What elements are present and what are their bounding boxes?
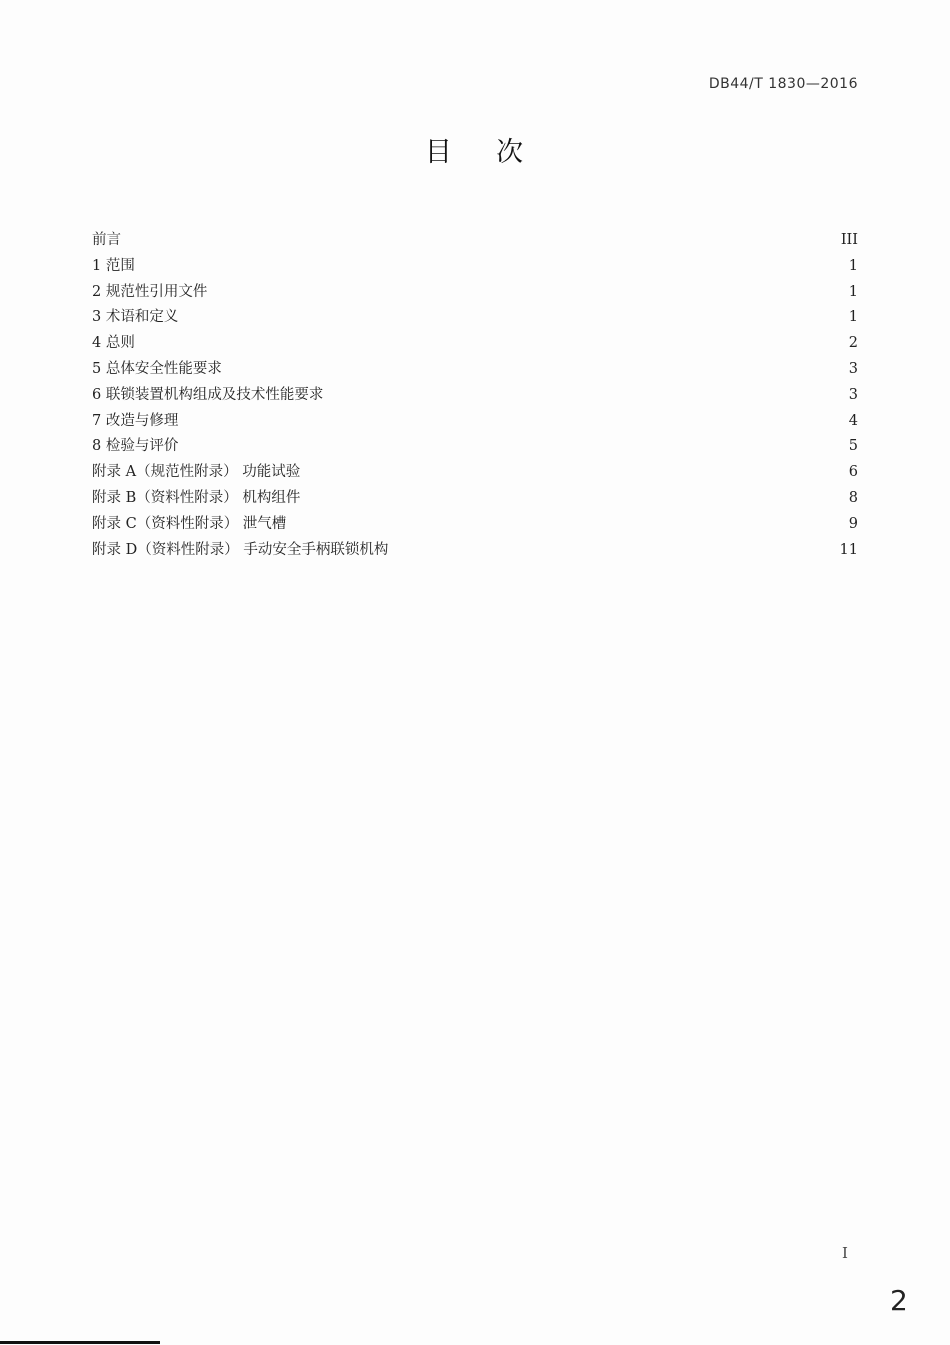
toc-entry-annex-c[interactable] <box>92 512 858 538</box>
toc-dot-leader <box>287 527 847 528</box>
toc-entry-label: 4 总则 <box>92 335 135 352</box>
toc-dot-leader <box>301 475 848 476</box>
footer-page-number: I <box>842 1244 848 1262</box>
scan-page-number: 2 <box>890 1284 908 1317</box>
toc-entry-label: 附录 C（资料性附录） 泄气槽 <box>92 515 287 532</box>
toc-entry-page: 5 <box>848 438 858 455</box>
toc-entry-inspection-evaluation[interactable] <box>92 434 858 460</box>
page-title: 目 次 <box>424 137 526 168</box>
toc-entry-label: 2 规范性引用文件 <box>92 283 208 300</box>
toc-entry-page: 3 <box>848 360 858 377</box>
toc-dot-leader <box>136 346 848 347</box>
toc-entry-page: 1 <box>848 309 858 326</box>
toc-entry-annex-b[interactable] <box>92 486 858 512</box>
toc-entry-label: 6 联锁装置机构组成及技术性能要求 <box>92 386 324 403</box>
toc-entry-label: 前言 <box>92 232 121 248</box>
toc-entry-terms-definitions[interactable] <box>92 305 858 331</box>
toc-entry-modification-repair[interactable] <box>92 409 858 435</box>
toc-entry-safety-requirements[interactable] <box>92 357 858 383</box>
document-code: DB44/T 1830—2016 <box>708 76 858 92</box>
toc-entry-scope[interactable] <box>92 254 858 280</box>
toc-entry-label: 附录 B（资料性附录） 机构组件 <box>92 489 301 506</box>
toc-entry-page: 6 <box>848 464 858 481</box>
toc-entry-annex-d[interactable] <box>92 538 858 564</box>
toc-dot-leader <box>179 320 847 321</box>
toc-entry-page: III <box>840 232 858 248</box>
toc-entry-label: 5 总体安全性能要求 <box>92 360 222 377</box>
toc-dot-leader <box>179 449 847 450</box>
toc-dot-leader <box>223 372 848 373</box>
toc-entry-page: 1 <box>848 283 858 300</box>
toc-entry-page: 3 <box>848 386 858 403</box>
table-of-contents <box>92 228 858 563</box>
toc-entry-page: 9 <box>848 515 858 532</box>
toc-entry-normative-references[interactable] <box>92 280 858 306</box>
bottom-rule <box>0 1341 160 1344</box>
toc-dot-leader <box>208 295 847 296</box>
toc-entry-page: 1 <box>848 257 858 274</box>
toc-entry-label: 3 术语和定义 <box>92 309 179 326</box>
toc-entry-annex-a[interactable] <box>92 460 858 486</box>
toc-entry-label: 7 改造与修理 <box>92 412 179 429</box>
toc-entry-page: 8 <box>848 489 858 506</box>
toc-entry-page: 2 <box>848 335 858 352</box>
toc-entry-label: 附录 D（资料性附录） 手动安全手柄联锁机构 <box>92 541 389 558</box>
toc-dot-leader <box>301 501 847 502</box>
toc-entry-page: 4 <box>848 412 858 429</box>
toc-entry-label: 附录 A（规范性附录） 功能试验 <box>92 464 301 481</box>
toc-entry-interlock-mechanism[interactable] <box>92 383 858 409</box>
toc-dot-leader <box>324 398 847 399</box>
toc-entry-label: 1 范围 <box>92 257 135 274</box>
toc-dot-leader <box>389 553 838 554</box>
toc-entry-page: 11 <box>839 541 858 558</box>
toc-dot-leader <box>179 424 847 425</box>
toc-entry-general[interactable] <box>92 331 858 357</box>
toc-entry-foreword[interactable] <box>92 228 858 254</box>
toc-entry-label: 8 检验与评价 <box>92 438 179 455</box>
toc-dot-leader <box>136 269 848 270</box>
toc-dot-leader <box>122 243 840 244</box>
